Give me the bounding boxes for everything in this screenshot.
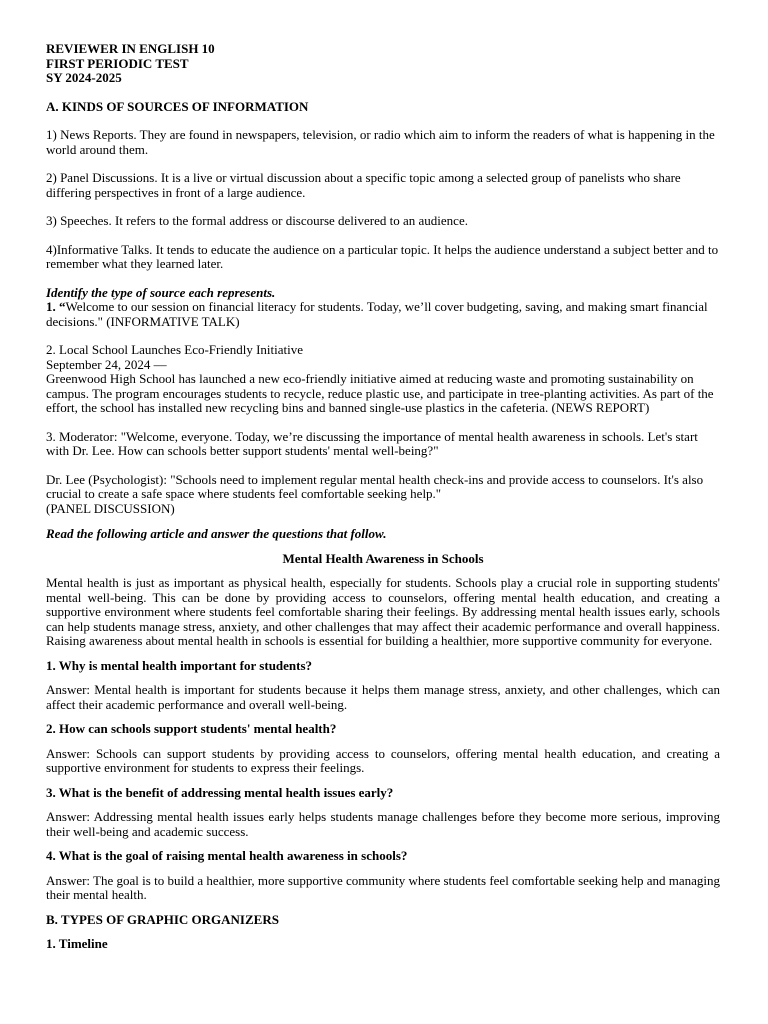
section-a-heading: A. KINDS OF SOURCES OF INFORMATION (46, 98, 309, 114)
answer-4: Answer: The goal is to build a healthier, more supportive community where students feel comfortable seeking help and managing their mental health. (46, 872, 720, 902)
document-header (46, 42, 720, 86)
example-2 (46, 343, 720, 416)
section-b-heading: B. TYPES OF GRAPHIC ORGANIZERS (46, 911, 279, 927)
question-2: 2. How can schools support students' mental health? (46, 721, 337, 736)
example-2-body: Greenwood High School has launched a new eco-friendly initiative aimed at reducing waste and promoting sustainability on campus. The program encourages students to recycle, reduce plastic use, and participate in tree-planting activities. As part of the effort, the school has installed new recycling bins and banned single-use plastics in the cafeteria. (NEWS REPORT) (46, 371, 714, 415)
header-title: REVIEWER IN ENGLISH 10 (46, 41, 215, 56)
source-item-speeches: 3) Speeches. It refers to the formal address or discourse delivered to an audience. (46, 213, 468, 228)
source-item-news-reports: 1) News Reports. They are found in newspapers, television, or radio which aim to inform the readers of what is happening in the world around them. (46, 127, 715, 157)
answer-2: Answer: Schools can support students by providing access to counselors, offering mental health education, and creating a supportive environment for students to express their feelings. (46, 745, 720, 775)
question-4: 4. What is the goal of raising mental health awareness in schools? (46, 848, 408, 863)
example-1-number: 1. “ (46, 299, 66, 314)
section-b-timeline: 1. Timeline (46, 936, 108, 951)
example-1-text: Welcome to our session on financial literacy for students. Today, we’ll cover budgeting, saving, and making smart financial decisions." (INFORMATIVE TALK) (46, 299, 708, 329)
article-instruction: Read the following article and answer the questions that follow. (46, 526, 387, 541)
example-2-headline: 2. Local School Launches Eco-Friendly Initiative (46, 342, 304, 357)
answer-1: Answer: Mental health is important for students because it helps them manage stress, anxiety, and other challenges, which can affect their academic performance and overall well-being. (46, 682, 720, 712)
example-3-answer: (PANEL DISCUSSION) (46, 500, 175, 516)
answer-3: Answer: Addressing mental health issues early helps students manage challenges before they become more serious, improving their well-being and academic success. (46, 809, 720, 839)
identify-instruction: Identify the type of source each represents. (46, 284, 276, 300)
question-1: 1. Why is mental health important for students? (46, 657, 313, 673)
example-2-date: September 24, 2024 — (46, 356, 167, 372)
article-title: Mental Health Awareness in Schools (282, 550, 484, 566)
example-3-dr-lee: Dr. Lee (Psychologist): "Schools need to implement regular mental health check-ins and provide access to counselors. It's also crucial to create a safe space where students feel comfortable seeking help." (46, 471, 704, 501)
header-test-name: FIRST PERIODIC TEST (46, 55, 189, 71)
article-body: Mental health is just as important as physical health, especially for students. Schools play a crucial role in supporting students' mental well-being. This can be done by providing access to counselors, offering mental health education, and creating a supportive environment where students feel comfortable sharing their feelings. By addressing mental health issues early, schools can help students manage stress, anxiety, and other challenges that may affect their academic performance and overall happiness. Raising awareness about mental health in schools is essential for building a healthier, more supportive community for everyone. (46, 575, 720, 648)
question-3: 3. What is the benefit of addressing mental health issues early? (46, 784, 394, 800)
header-school-year: SY 2024-2025 (46, 70, 122, 85)
example-3-moderator: 3. Moderator: "Welcome, everyone. Today, we’re discussing the importance of mental health awareness in schools. Let's start with Dr. Lee. How can schools better support students' mental well-being?" (46, 428, 698, 458)
source-item-panel-discussions: 2) Panel Discussions. It is a live or virtual discussion about a specific topic among a selected group of panelists who share differing perspectives in front of a large audience. (46, 170, 681, 200)
example-1 (46, 300, 720, 329)
source-item-informative-talks: 4)Informative Talks. It tends to educate the audience on a particular topic. It helps the audience understand a subject better and to remember what they learned later. (46, 241, 719, 271)
